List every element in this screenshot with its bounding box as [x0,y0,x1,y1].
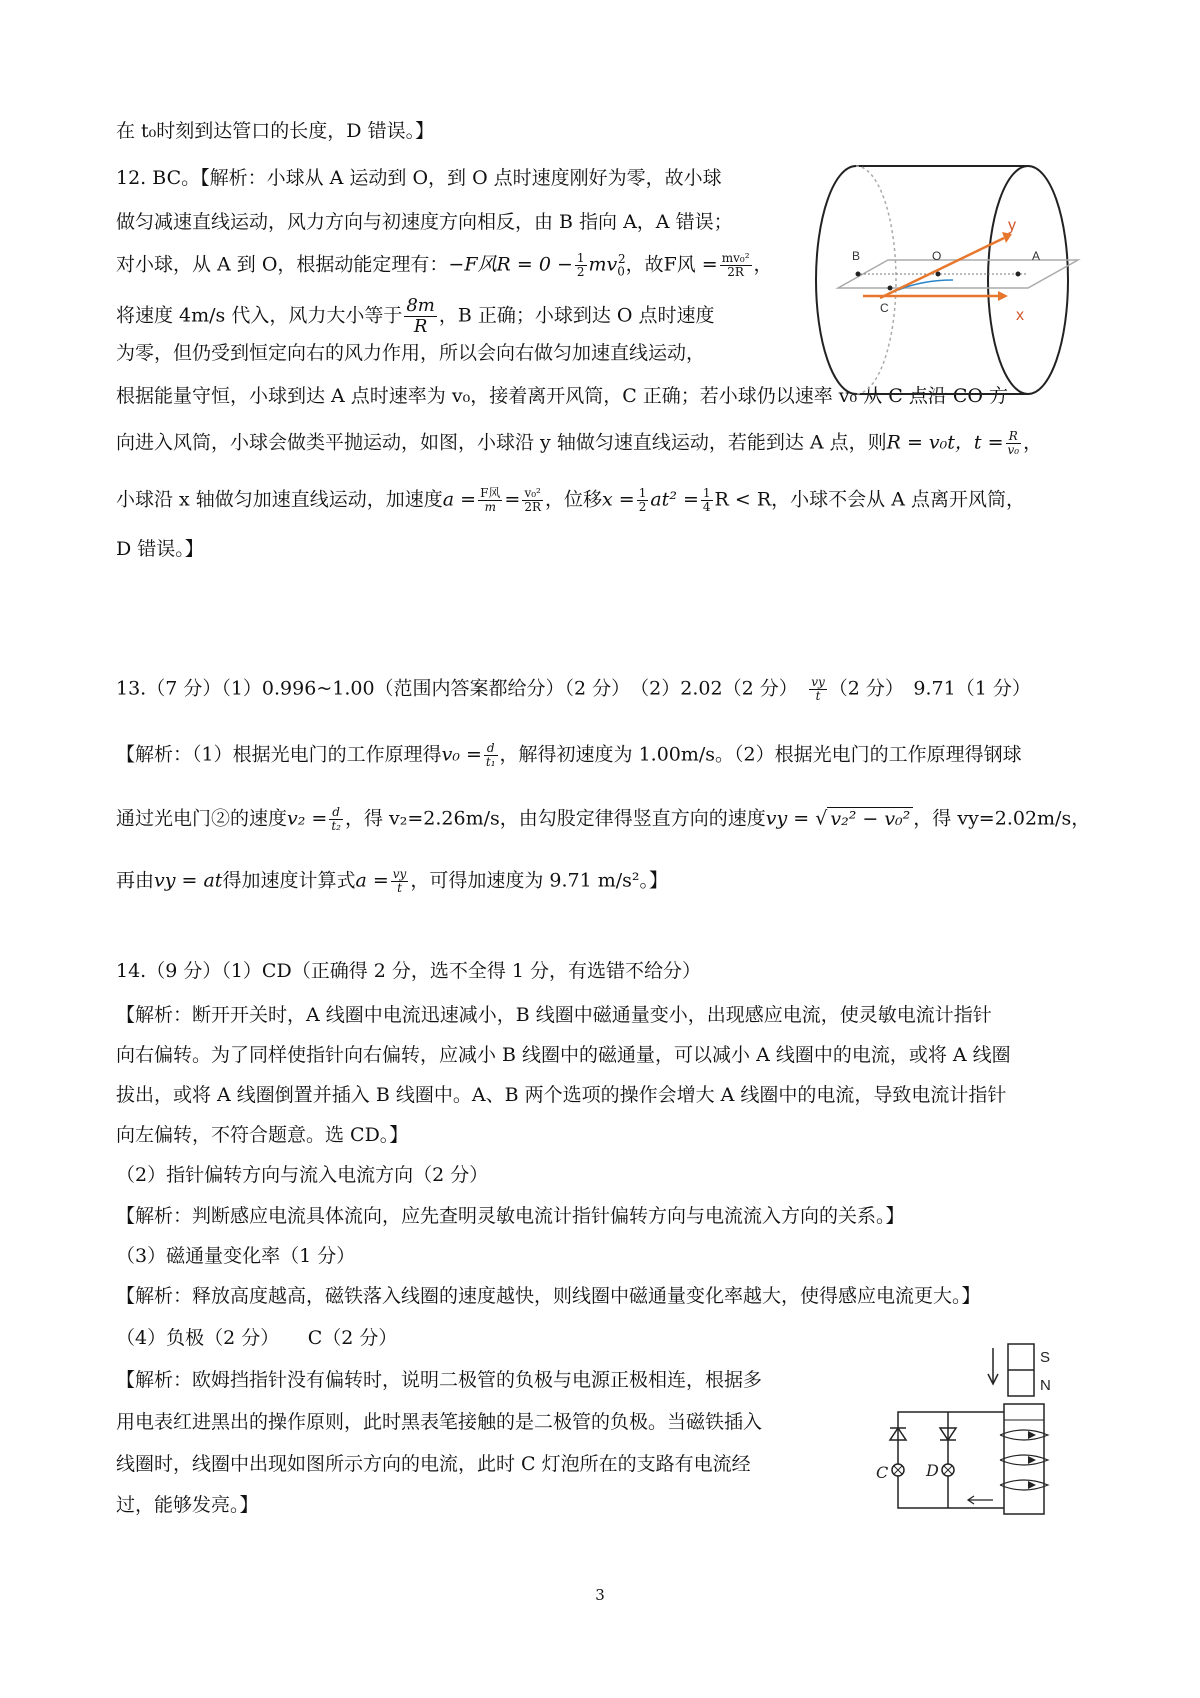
frac-den: t₁ [485,755,496,770]
q12-frac-8m [404,296,437,337]
label-b: B [852,249,861,263]
label-o: O [932,249,942,263]
q12-line-2: 做匀减速直线运动，风力方向与初速度方向相反，由 B 指向 A，A 错误； [116,211,733,233]
frac-den: m [484,500,496,515]
q12-line-6: 根据能量守恒，小球到达 A 点时速率为 v₀，接着离开风筒，C 正确；若小球仍以速率 v₀ 从 C 点沿 CO 方 [116,385,1009,407]
q13-frac-d-t1 [484,742,498,769]
q12-frac-half [575,252,587,279]
q12-line-7-text: 向进入风筒，小球会做类平抛运动，如图，小球沿 y 轴做匀速直线运动，若能到达 A 点，则 [116,431,887,454]
label-y: y [1008,217,1016,234]
frac-num: vy [811,675,825,689]
q13-l2a: 通过光电门②的速度 [116,807,288,830]
q12-line-1: 12. BC。【解析：小球从 A 运动到 O，到 O 点时速度刚好为零，故小球 [116,167,722,189]
q12-line-9: D 错误。】 [116,538,204,560]
q13-l1c: ，解得初速度为 1.00m/s。（2）根据光电门的工作原理得钢球 [499,743,1022,766]
q14-e3: 线圈时，线圈中出现如图所示方向的电流，此时 C 灯泡所在的支路有电流经 [116,1453,751,1475]
frac-den: 2 [638,500,647,515]
q12-comma: ， [753,253,773,276]
q13-frac-vy-t-2 [391,868,409,895]
q12-line-7 [116,430,1042,457]
q14-e1: 【解析：欧姆挡指针没有偏转时，说明二极管的负极与电源正极相连，根据多 [116,1369,763,1391]
frac-den: t [815,689,821,704]
q12-line-5: 为零，但仍受到恒定向右的风力作用，所以会向右做匀加速直线运动， [116,342,706,364]
q13-line-3 [116,868,668,895]
frac-den: t [397,881,402,896]
label-n: N [1040,1377,1051,1394]
label-d-bulb: D [926,1461,939,1480]
frac-num: F风 [480,486,501,500]
q13-l3e: ，可得加速度为 9.71 m/s²。】 [410,869,668,892]
q14-sub2-explain: 【解析：判断感应电流具体流向，应先查明灵敏电流计指针偏转方向与电流流入方向的关系。】 [116,1205,905,1227]
q14-e2: 用电表红进黑出的操作原则，此时黑表笔接触的是二极管的负极。当磁铁插入 [116,1411,763,1433]
q12-line-4-text: 将速度 4m/s 代入，风力大小等于 [116,304,403,327]
q13-eq-v2: v₂ = [287,807,328,830]
q12-line-4-rest: ，B 正确；小球到达 O 点时速度 [438,304,715,327]
label-s: S [1040,1349,1051,1366]
frac-num: d [329,806,343,820]
frac-num: R [1006,430,1022,444]
label-x: x [1016,307,1024,324]
q13-l2c: ，得 v₂=2.26m/s，由勾股定律得竖直方向的速度 [344,807,766,830]
q13-l3c: 得加速度计算式 [222,869,356,892]
q13-head-b: （2 分） 9.71（1 分） [828,677,1031,700]
q12-frac-a1 [478,487,502,514]
q13-frac-vy-t [809,676,827,703]
q12-eq-at: at² = [650,488,699,511]
q12-eq-mv: mv [588,253,618,276]
q12-eq-x: x = [602,488,635,511]
q12-eq-work: −F风R = 0 − [448,253,573,276]
frac-den: 2R [727,265,744,280]
q12-frac-x1 [637,487,649,514]
frac-den: 4 [702,500,711,515]
q13-l3a: 再由 [116,869,155,892]
q12-eq-wind: ，故F风 = [625,253,718,276]
q12-line-3-text: 对小球，从 A 到 O，根据动能定理有： [116,253,449,276]
q13-eq-vy-at: vy = at [154,869,223,892]
q12-frac-force [720,252,752,279]
q14-p1: 【解析：断开开关时，A 线圈中电流迅速减小，B 线圈中磁通量变小，出现感应电流，使灵敏电流计指针 [116,1004,992,1026]
coil-circuit-figure [868,1340,1068,1520]
q13-eq-vy: vy = [765,807,810,830]
q12-line-8-text: 小球沿 x 轴做匀加速直线运动，加速度 [116,488,443,511]
frac-num: d [484,742,498,756]
wind-tube-figure [808,160,1098,400]
frac-num: v₀² [522,487,543,501]
frac-num: 1 [638,486,647,500]
q13-frac-d-t2 [329,806,343,833]
frac-num: mv₀² [721,251,750,265]
label-c-bulb: C [876,1463,889,1482]
q12-line-3: 对小球，从 A 到 O，根据动能定理有：−F风R = 0 − $\frac{1}{2}$ $mv_0^2$，故F风 = $\frac{\text{mv₀²}}{2R}$ ， [116,251,773,280]
q13-l2f: ，得 vy=2.02m/s， [913,807,1091,830]
q14-p3: 拔出，或将 A 线圈倒置并插入 B 线圈中。A、B 两个选项的操作会增大 A 线圈中的电流，导致电流计指针 [116,1084,1007,1106]
label-c: C [880,301,889,315]
q14-sub3-explain: 【解析：释放高度越高，磁铁落入线圈的速度越快，则线圈中磁通量变化率越大，使得感应电流更大。】 [116,1285,981,1307]
q12-line-8: 小球沿 x 轴做匀加速直线运动，加速度a = $\frac{\text{F风}}{m}$ = $\frac{\text{v₀²}}{2R}$ ，位移x = $\frac{1}{2}$ at² = $\frac{1}{4}$ R < R，小球不会从 A 点离开风筒， [116,486,1025,515]
frac-num: vy [392,867,407,881]
q12-line-4 [116,296,715,337]
q12-disp-label: ，位移 [545,488,603,511]
frac-num: 8m [406,295,435,316]
q13-line-2: 通过光电门②的速度v₂ = $\frac{d}{\text{t₂}}$ ，得 v₂=2.26m/s，由勾股定律得竖直方向的速度vy = √ v₂² − v₀² ，得 vy=2.02m/s， [116,805,1091,834]
frac-den: R [413,315,428,337]
q12-frac-t [1006,430,1022,457]
q12-frac-a2 [522,487,543,514]
q12-line-8-rest: R < R，小球不会从 A 点离开风筒， [714,488,1025,511]
q14-sub3: （3）磁通量变化率（1 分） [116,1245,356,1267]
q12-comma-2: ， [1023,431,1043,454]
frac-den: v₀ [1007,443,1020,458]
q14-sub4: （4）负极（2 分） C（2 分） [116,1327,398,1349]
frac-num: 1 [576,251,585,265]
q14-sub2: （2）指针偏转方向与流入电流方向（2 分） [116,1164,489,1186]
q13-sqrt: v₂² − v₀² [827,807,913,831]
q13-eq-v0: v₀ = [441,743,482,766]
q12-frac-x2 [701,487,713,514]
frac-den: 2 [576,265,585,280]
frac-num: 1 [702,486,711,500]
q13-head-a: 13.（7 分）（1）0.996~1.00（范围内答案都给分）（2 分） （2）2.02（2 分） [116,677,789,700]
q12-eq-r: R = v₀t，t = [886,431,1004,454]
q13-heading [116,676,1031,703]
label-a: A [1032,249,1041,263]
q14-heading: 14.（9 分）（1）CD（正确得 2 分，选不全得 1 分，有选错不给分） [116,960,702,982]
page-number: 3 [595,1586,605,1604]
q13-eq-a: a = [355,869,389,892]
q13-line-1 [116,742,1022,769]
q14-e4: 过，能够发亮。】 [116,1494,259,1516]
q13-l1a: 【解析：（1）根据光电门的工作原理得 [116,743,442,766]
frac-den: t₂ [331,819,341,834]
frac-den: 2R [524,500,542,515]
q14-p2: 向右偏转。为了同样使指针向右偏转，应减小 B 线圈中的磁通量，可以减小 A 线圈中的电流，或将 A 线圈 [116,1044,1011,1066]
q14-p4: 向左偏转，不符合题意。选 CD。】 [116,1124,409,1146]
continuation-line: 在 t₀时刻到达管口的长度，D 错误。】 [116,120,435,142]
q12-eq-a: a = [442,488,477,511]
